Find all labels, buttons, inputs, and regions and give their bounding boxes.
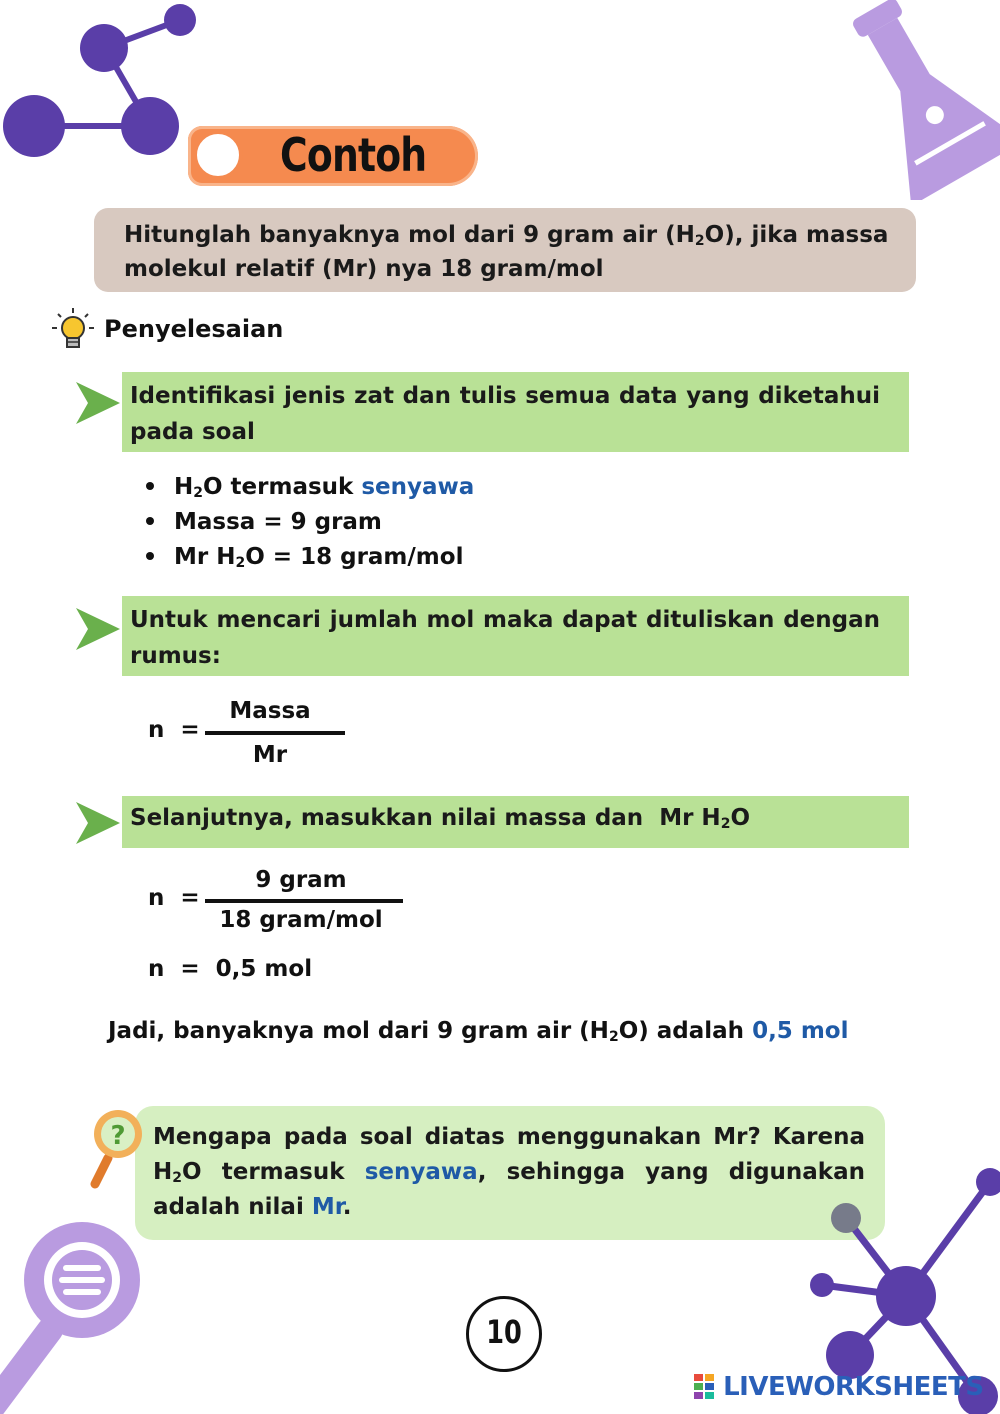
banner-circle	[193, 130, 243, 180]
example-banner	[188, 126, 478, 186]
formula-1-denominator: Mr	[252, 742, 288, 768]
fraction-line	[205, 899, 403, 903]
magnifier-decoration-icon	[0, 1220, 150, 1414]
step-3-box	[122, 796, 909, 848]
arrow-icon	[76, 608, 120, 650]
question-magnifier-icon	[90, 1106, 150, 1190]
svg-text:?: ?	[110, 1121, 126, 1151]
list-item: $H_2O$ termasuk senyawa	[146, 470, 474, 505]
arrow-icon	[76, 382, 120, 424]
question-text: Hitunglah banyaknya mol dari 9 gram air $(H_2O)$, jika massa molekul relatif (Mr) nya 18 gram/mol	[124, 222, 889, 282]
fraction-line	[205, 731, 345, 735]
solution-title: Penyelesaian	[104, 315, 284, 343]
step-3-text: Selanjutnya, masukkan nilai massa dan Mr $H_2O$	[130, 805, 750, 832]
formula-2-lhs: n =	[148, 885, 200, 911]
page-number: 10	[486, 1313, 522, 1351]
watermark-text: LIVEWORKSHEETS	[723, 1372, 984, 1402]
list-item: Massa = 9 gram	[146, 505, 474, 540]
formula-2-numerator: 9 gram	[255, 867, 347, 893]
question-box	[94, 208, 916, 292]
known-data-list	[146, 470, 474, 575]
liveworksheets-logo-icon	[694, 1374, 714, 1400]
formula-2-result: n = 0,5 mol	[148, 956, 313, 982]
step-1-box	[122, 372, 909, 452]
formula-1-numerator: Massa	[229, 698, 311, 724]
page-number-badge	[466, 1296, 542, 1372]
note-text: Mengapa pada soal diatas menggunakan Mr? Karena $H_2O$ termasuk senyawa, sehingga yang digunakan adalah nilai Mr.	[153, 1124, 865, 1220]
step-2-box	[122, 596, 909, 676]
arrow-icon	[76, 802, 120, 844]
liveworksheets-watermark	[694, 1372, 984, 1408]
step-1-text: Identifikasi jenis zat dan tulis semua data yang diketahui pada soal	[130, 383, 880, 445]
banner-title: Contoh	[280, 128, 427, 182]
list-item: Mr $H_2O = 18$ gram/mol	[146, 540, 474, 575]
formula-2-denominator: 18 gram/mol	[219, 907, 383, 933]
molecule-decoration-icon	[0, 0, 210, 170]
flask-icon	[850, 0, 1000, 200]
lightbulb-icon	[50, 306, 96, 352]
conclusion-text: Jadi, banyaknya mol dari 9 gram air $(H_2O)$ adalah 0,5 mol	[108, 1018, 849, 1045]
step-2-text: Untuk mencari jumlah mol maka dapat dituliskan dengan rumus:	[130, 607, 880, 669]
note-box	[135, 1106, 885, 1240]
formula-1-lhs: n =	[148, 717, 200, 743]
